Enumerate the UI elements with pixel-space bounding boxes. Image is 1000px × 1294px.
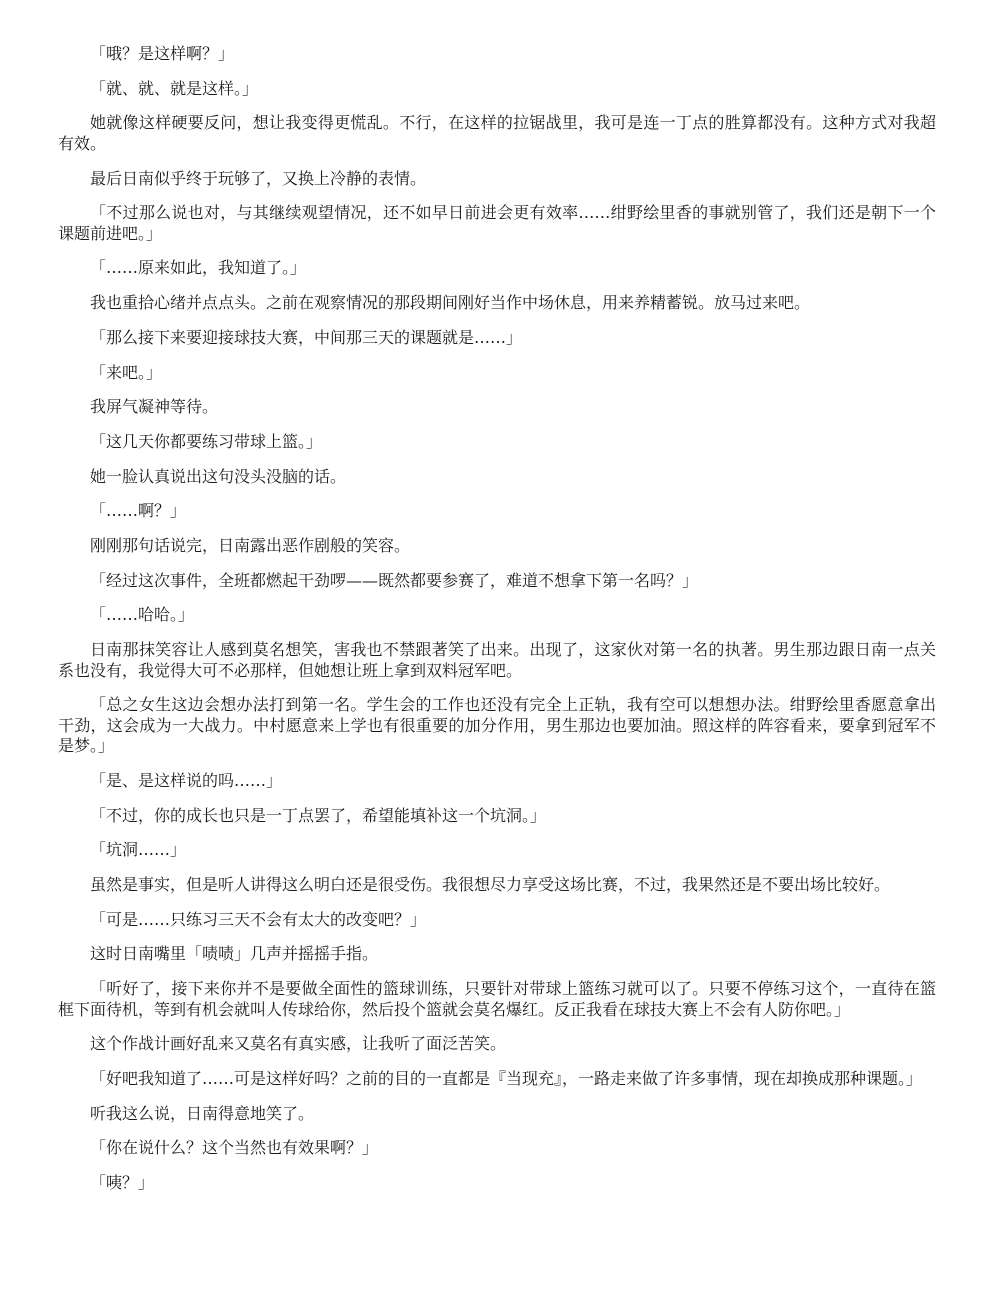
paragraph: 「咦？」 bbox=[90, 1172, 155, 1192]
document-page bbox=[58, 44, 936, 1208]
paragraph: 听我这么说，日南得意地笑了。 bbox=[90, 1103, 315, 1123]
paragraph: 「……原来如此，我知道了。」 bbox=[90, 258, 307, 278]
paragraph: 我屏气凝神等待。 bbox=[90, 397, 219, 417]
paragraph: 「……哈哈。」 bbox=[90, 605, 195, 625]
paragraph: 「听好了，接下来你并不是要做全面性的篮球训练，只要针对带球上篮练习就可以了。只要不停练习这个，一直待在篮框下面待机，等到有机会就叫人传球给你，然后投个篮就会莫名爆红。反正我看在球技大赛上不会有人防你吧。」 bbox=[58, 979, 936, 1019]
paragraph: 「就、就、就是这样。」 bbox=[90, 78, 259, 98]
paragraph: 虽然是事实，但是听人讲得这么明白还是很受伤。我很想尽力享受这场比赛，不过，我果然还是不要出场比较好。 bbox=[90, 874, 891, 894]
paragraph: 「是、是这样说的吗……」 bbox=[90, 770, 283, 790]
paragraph: 最后日南似乎终于玩够了，又换上冷静的表情。 bbox=[90, 168, 427, 188]
paragraph: 「不过那么说也对，与其继续观望情况，还不如早日前进会更有效率……绀野绘里香的事就别管了，我们还是朝下一个课题前进吧。」 bbox=[58, 203, 936, 243]
paragraph: 「那么接下来要迎接球技大赛，中间那三天的课题就是……」 bbox=[90, 327, 523, 347]
paragraph: 这个作战计画好乱来又莫名有真实感，让我听了面泛苦笑。 bbox=[90, 1034, 507, 1054]
paragraph: 「来吧。」 bbox=[90, 362, 163, 382]
paragraph: 这时日南嘴里「啧啧」几声并摇摇手指。 bbox=[90, 944, 379, 964]
paragraph: 「总之女生这边会想办法打到第一名。学生会的工作也还没有完全上正轨，我有空可以想想办法。绀野绘里香愿意拿出干劲，这会成为一大战力。中村愿意来上学也有很重要的加分作用，男生那边也要加油。照这样的阵容看来，要拿到冠军不是梦。」 bbox=[58, 695, 936, 756]
paragraph: 刚刚那句话说完，日南露出恶作剧般的笑容。 bbox=[90, 535, 411, 555]
paragraph: 我也重拾心绪并点点头。之前在观察情况的那段期间刚好当作中场休息，用来养精蓄锐。放马过来吧。 bbox=[90, 293, 811, 313]
paragraph: 「……啊？」 bbox=[90, 501, 187, 521]
paragraph: 「经过这次事件，全班都燃起干劲啰——既然都要参赛了，难道不想拿下第一名吗？」 bbox=[90, 570, 699, 590]
paragraph: 她就像这样硬要反问，想让我变得更慌乱。不行，在这样的拉锯战里，我可是连一丁点的胜算都没有。这种方式对我超有效。 bbox=[58, 113, 936, 153]
paragraph: 「坑洞……」 bbox=[90, 840, 187, 860]
paragraph: 日南那抹笑容让人感到莫名想笑，害我也不禁跟著笑了出来。出现了，这家伙对第一名的执著。男生那边跟日南一点关系也没有，我觉得大可不必那样，但她想让班上拿到双料冠军吧。 bbox=[58, 640, 936, 680]
paragraph: 「可是……只练习三天不会有太大的改变吧？」 bbox=[90, 909, 427, 929]
paragraph: 「哦？是这样啊？」 bbox=[90, 44, 235, 63]
paragraph: 「这几天你都要练习带球上篮。」 bbox=[90, 431, 323, 451]
paragraph: 「不过，你的成长也只是一丁点罢了，希望能填补这一个坑洞。」 bbox=[90, 805, 547, 825]
paragraph: 她一脸认真说出这句没头没脑的话。 bbox=[90, 466, 347, 486]
paragraph: 「好吧我知道了……可是这样好吗？之前的目的一直都是『当现充』，一路走来做了许多事情，现在却换成那种课题。」 bbox=[90, 1068, 923, 1088]
paragraph: 「你在说什么？这个当然也有效果啊？」 bbox=[90, 1138, 379, 1158]
